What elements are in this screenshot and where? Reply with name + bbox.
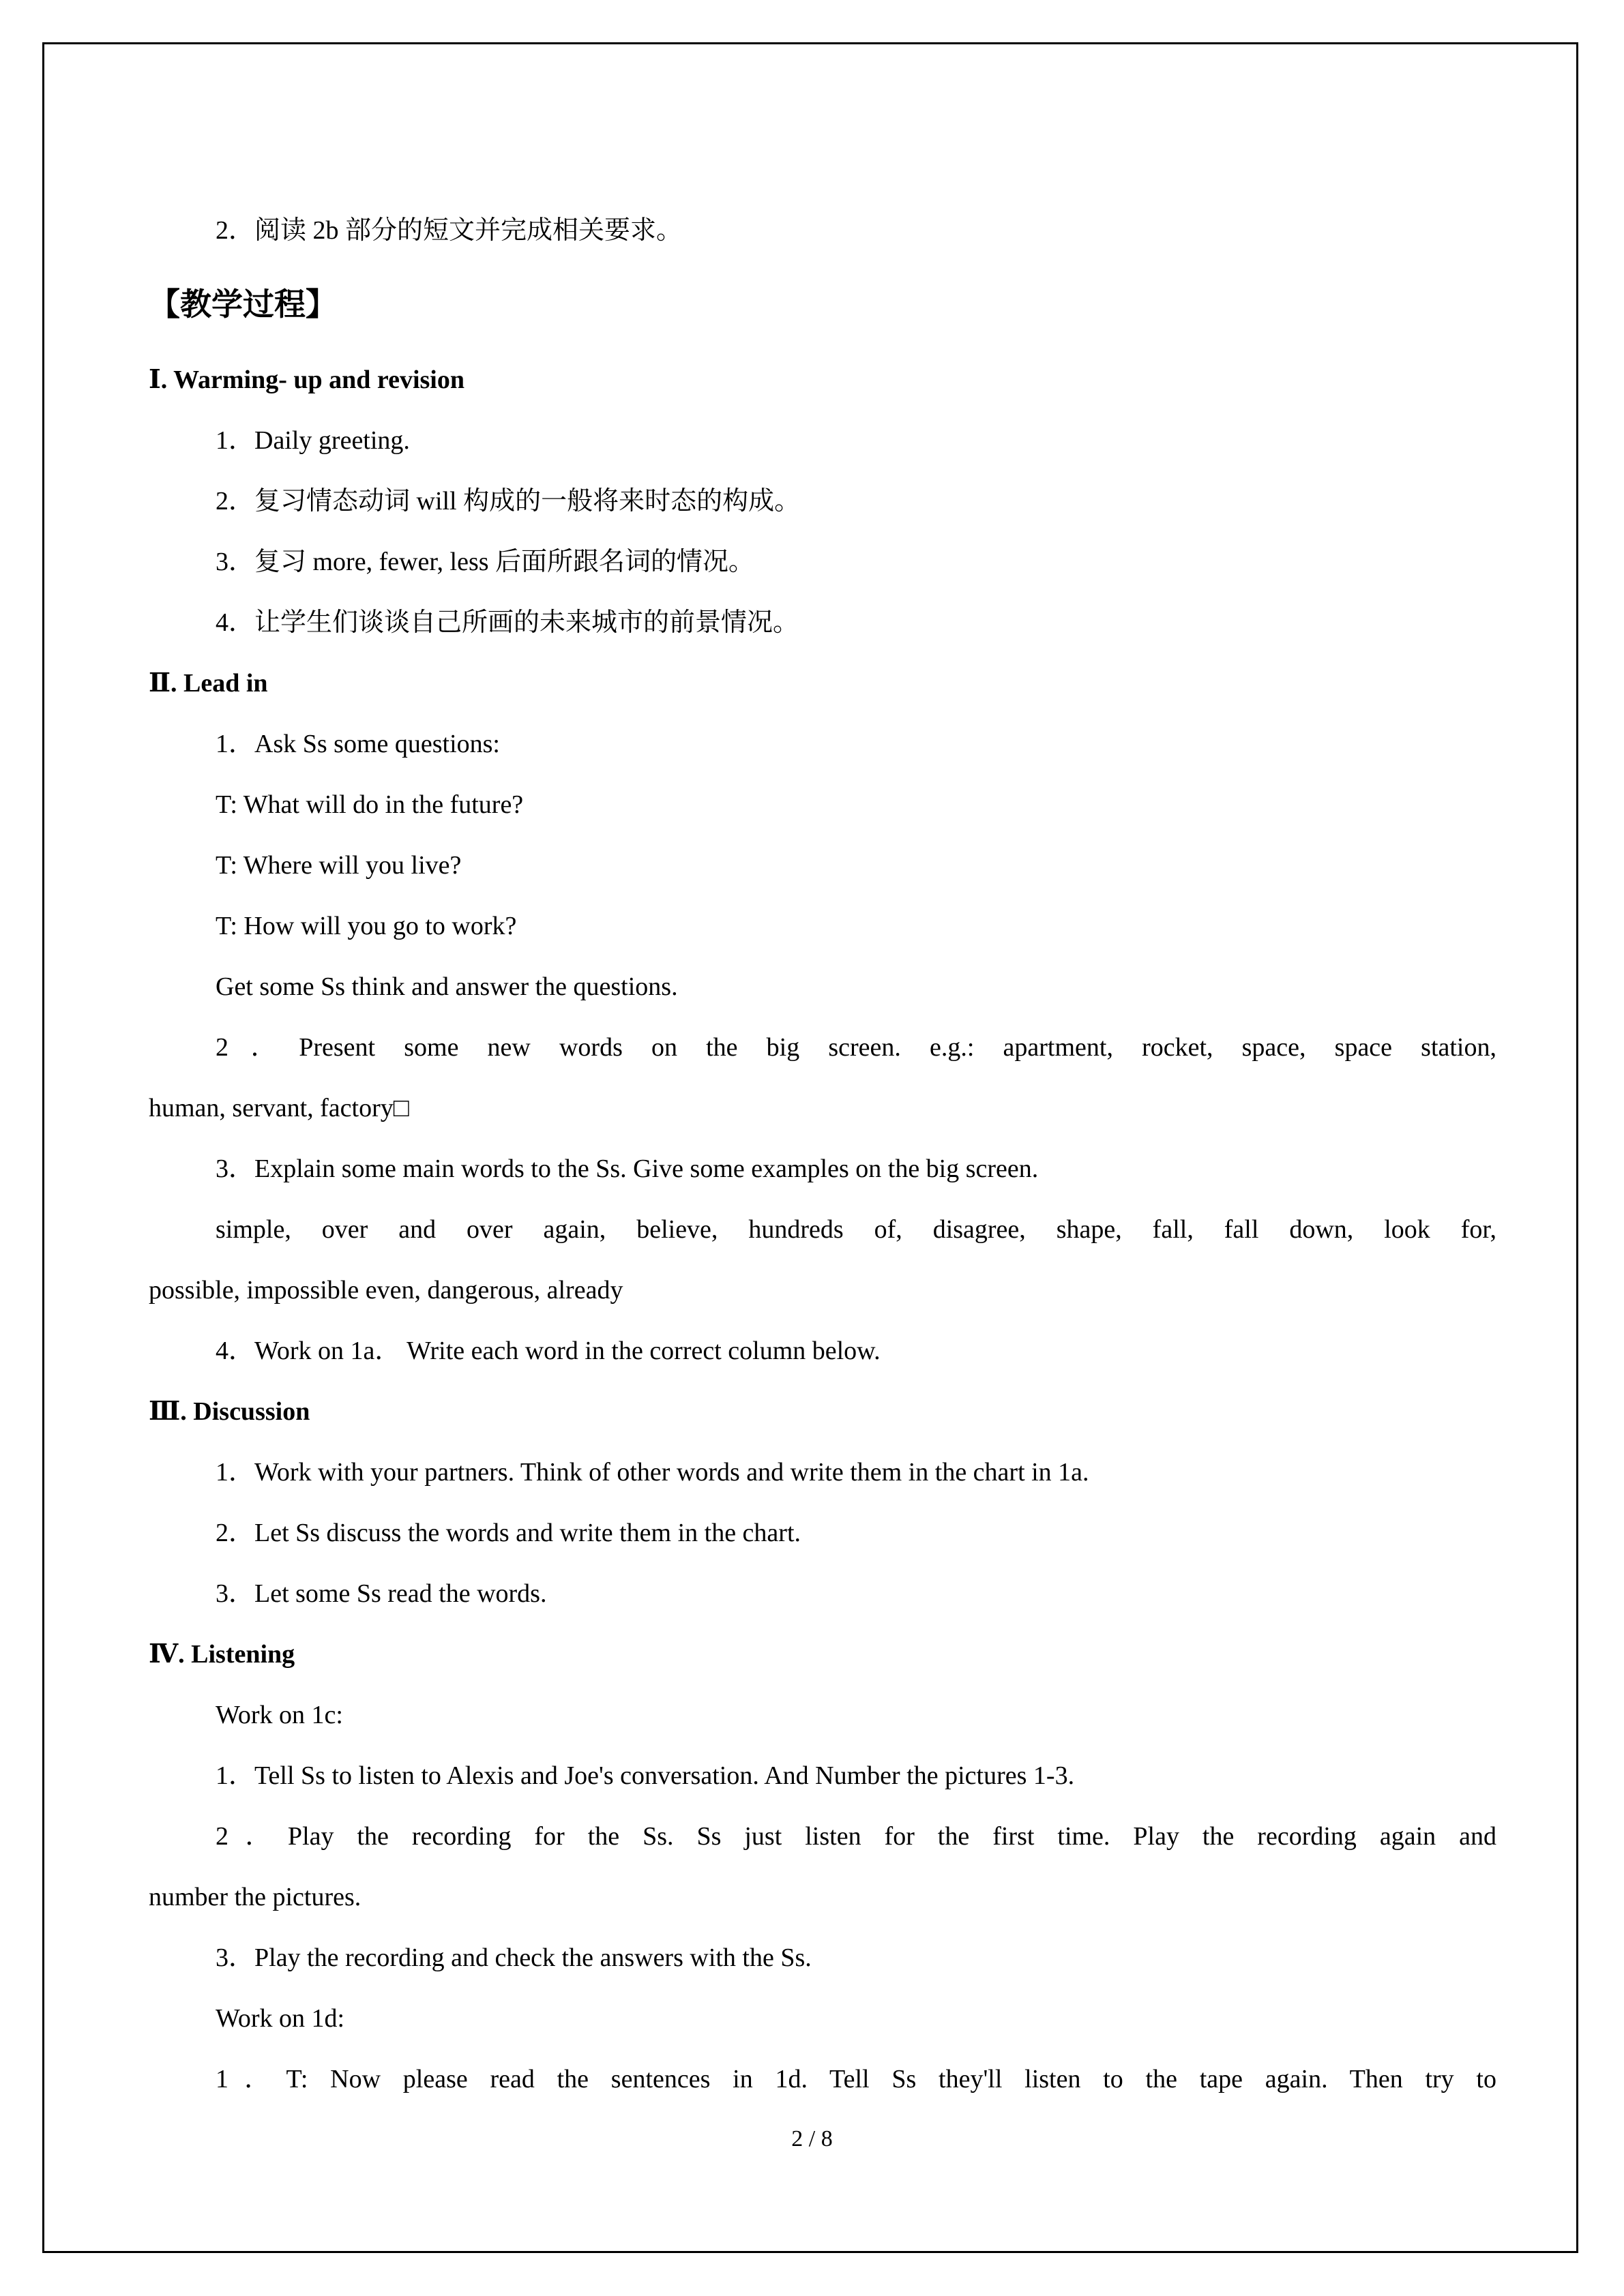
section-heading: Ⅱ. Lead in (149, 669, 268, 698)
doc-line: possible, impossible even, dangerous, already (149, 1276, 623, 1304)
doc-line: Get some Ss think and answer the questions. (216, 972, 678, 1001)
doc-line: 3．复习 more, fewer, less 后面所跟名词的情况。 (216, 548, 755, 576)
section-heading: Ⅰ. Warming- up and revision (149, 366, 464, 394)
doc-line: 2．复习情态动词 will 构成的一般将来时态的构成。 (216, 487, 801, 516)
doc-line: 3．Explain some main words to the Ss. Give some examples on the big screen. (216, 1154, 1039, 1183)
doc-line: T: Where will you live? (216, 851, 462, 880)
chapter-heading: 【教学过程】 (149, 287, 337, 322)
doc-line: 2．阅读 2b 部分的短文并完成相关要求。 (216, 216, 683, 245)
doc-line: number the pictures. (149, 1883, 361, 1911)
doc-line: 2．Let Ss discuss the words and write them in the chart. (216, 1519, 801, 1547)
doc-line: 3．Play the recording and check the answers with the Ss. (216, 1943, 812, 1972)
doc-line: 2．Present some new words on the big screen. e.g.: apartment, rocket, space, space station, (216, 1033, 1496, 1062)
doc-line: 1．Work with your partners. Think of other words and write them in the chart in 1a. (216, 1458, 1089, 1487)
section-heading: Ⅲ. Discussion (149, 1397, 310, 1426)
doc-line: 1．Daily greeting. (216, 426, 410, 455)
doc-line: 1．T: Now please read the sentences in 1d. Tell Ss they'll listen to the tape again. Then try to (216, 2065, 1496, 2093)
doc-line: 1．Ask Ss some questions: (216, 730, 500, 758)
doc-line: Work on 1c: (216, 1701, 343, 1729)
doc-line: 1．Tell Ss to listen to Alexis and Joe's conversation. And Number the pictures 1-3. (216, 1761, 1075, 1790)
doc-line: 4．Work on 1a． Write each word in the correct column below. (216, 1337, 881, 1365)
doc-line: 3．Let some Ss read the words. (216, 1579, 547, 1608)
document-body (149, 200, 1496, 2110)
doc-line: simple, over and over again, believe, hundreds of, disagree, shape, fall, fall down, look for, (216, 1215, 1496, 1244)
doc-line: T: How will you go to work? (216, 912, 517, 940)
page-number: 2 / 8 (791, 2126, 833, 2151)
doc-line: 4．让学生们谈谈自己所画的未来城市的前景情况。 (216, 608, 799, 637)
doc-line: T: What will do in the future? (216, 790, 524, 819)
section-heading: Ⅳ. Listening (149, 1640, 295, 1669)
doc-line: 2．Play the recording for the Ss. Ss just listen for the first time. Play the recording again and (216, 1822, 1496, 1851)
doc-line: human, servant, factory□ (149, 1094, 409, 1122)
doc-line: Work on 1d: (216, 2004, 345, 2033)
